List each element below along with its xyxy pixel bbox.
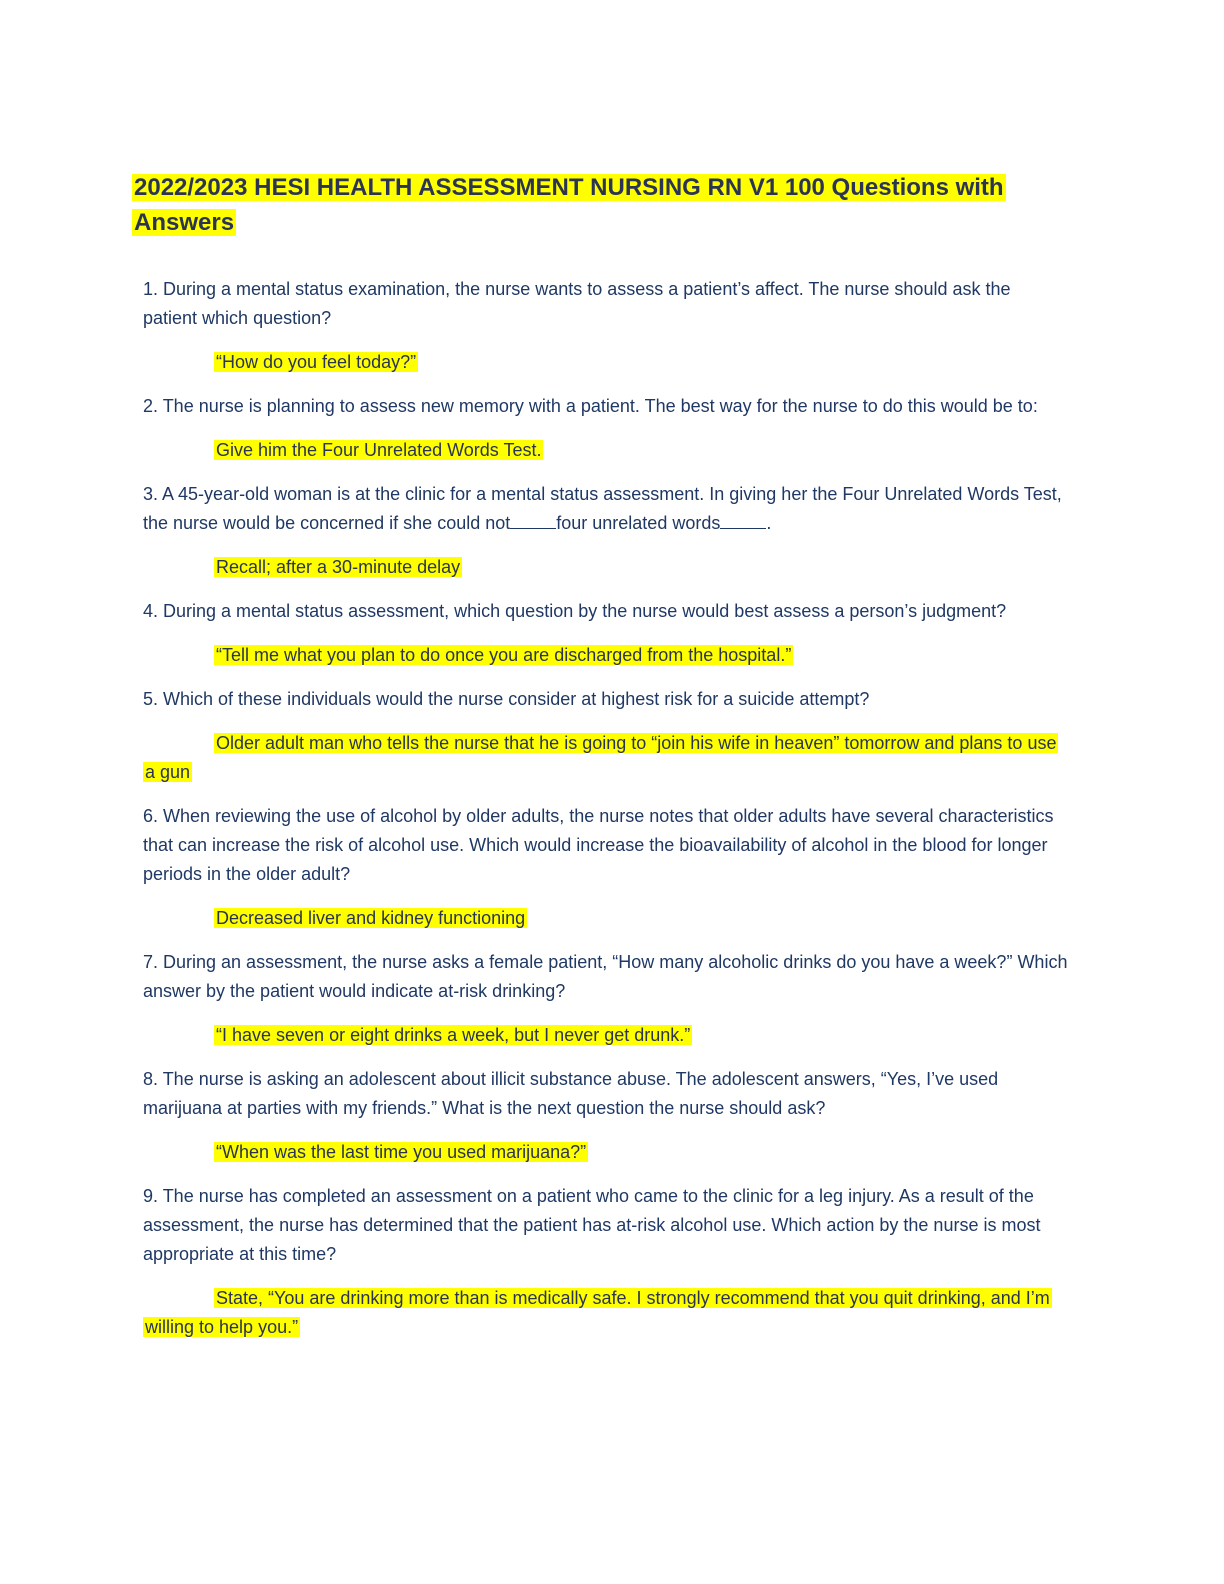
answer-highlight: “How do you feel today?”	[216, 352, 417, 372]
answer-highlight: Older adult man who tells the nurse that he is going to “join his wife in heaven” tomorrow and plans to use a gun	[145, 733, 1057, 782]
question-9: 9. The nurse has completed an assessment on a patient who came to the clinic for a leg injury. As a result of the assessment, the nurse has determined that the patient has at-risk alcohol use. Which action by the nurse is most appropriate at this time?	[143, 1186, 1041, 1264]
document-title	[132, 170, 1032, 240]
fill-in-blank	[720, 514, 766, 529]
question-list	[143, 275, 1068, 1357]
answer-highlight: Recall; after a 30-minute delay	[216, 557, 461, 577]
answer-1	[143, 348, 1068, 377]
question-3-text-end: .	[766, 513, 772, 533]
question-8: 8. The nurse is asking an adolescent about illicit substance abuse. The adolescent answers, “Yes, I’ve used marijuana at parties with my friends.” What is the next question the nurse should ask?	[143, 1069, 999, 1118]
question-3-text-start: 3. A 45-year-old woman is at the clinic for a mental status assessment. In giving her the Four Unrelated Words Test, the nurse would be concerned if she could not	[143, 484, 1062, 533]
answer-4	[143, 641, 1068, 670]
question-5: 5. Which of these individuals would the nurse consider at highest risk for a suicide attempt?	[143, 689, 870, 709]
question-3-text-middle: four unrelated words	[556, 513, 721, 533]
title-highlight: 2022/2023 HESI HEALTH ASSESSMENT NURSING RN V1 100 Questions with Answers	[134, 174, 1004, 236]
answer-9	[143, 1284, 1068, 1342]
question-4: 4. During a mental status assessment, which question by the nurse would best assess a person’s judgment?	[143, 601, 1007, 621]
answer-8	[143, 1138, 1068, 1167]
answer-highlight: Give him the Four Unrelated Words Test.	[216, 440, 542, 460]
answer-2	[143, 436, 1068, 465]
answer-highlight: “Tell me what you plan to do once you are discharged from the hospital.”	[216, 645, 792, 665]
question-3	[143, 480, 1068, 538]
question-7: 7. During an assessment, the nurse asks a female patient, “How many alcoholic drinks do you have a week?” Which answer by the patient would indicate at-risk drinking?	[143, 952, 1068, 1001]
answer-highlight: Decreased liver and kidney functioning	[216, 908, 526, 928]
answer-7	[143, 1021, 1068, 1050]
answer-highlight: “When was the last time you used marijuana?”	[216, 1142, 587, 1162]
question-6: 6. When reviewing the use of alcohol by older adults, the nurse notes that older adults have several characteristics that can increase the risk of alcohol use. Which would increase the bioavailability of alcohol in the blood for longer periods in the older adult?	[143, 806, 1054, 884]
fill-in-blank	[510, 514, 556, 529]
answer-highlight: “I have seven or eight drinks a week, but I never get drunk.”	[216, 1025, 691, 1045]
answer-3	[143, 553, 1068, 582]
question-2: 2. The nurse is planning to assess new memory with a patient. The best way for the nurse to do this would be to:	[143, 396, 1038, 416]
answer-5	[143, 729, 1068, 787]
answer-highlight: State, “You are drinking more than is medically safe. I strongly recommend that you quit drinking, and I’m willing to help you.”	[145, 1288, 1050, 1337]
question-1: 1. During a mental status examination, the nurse wants to assess a patient’s affect. The nurse should ask the patient which question?	[143, 279, 1011, 328]
answer-6	[143, 904, 1068, 933]
